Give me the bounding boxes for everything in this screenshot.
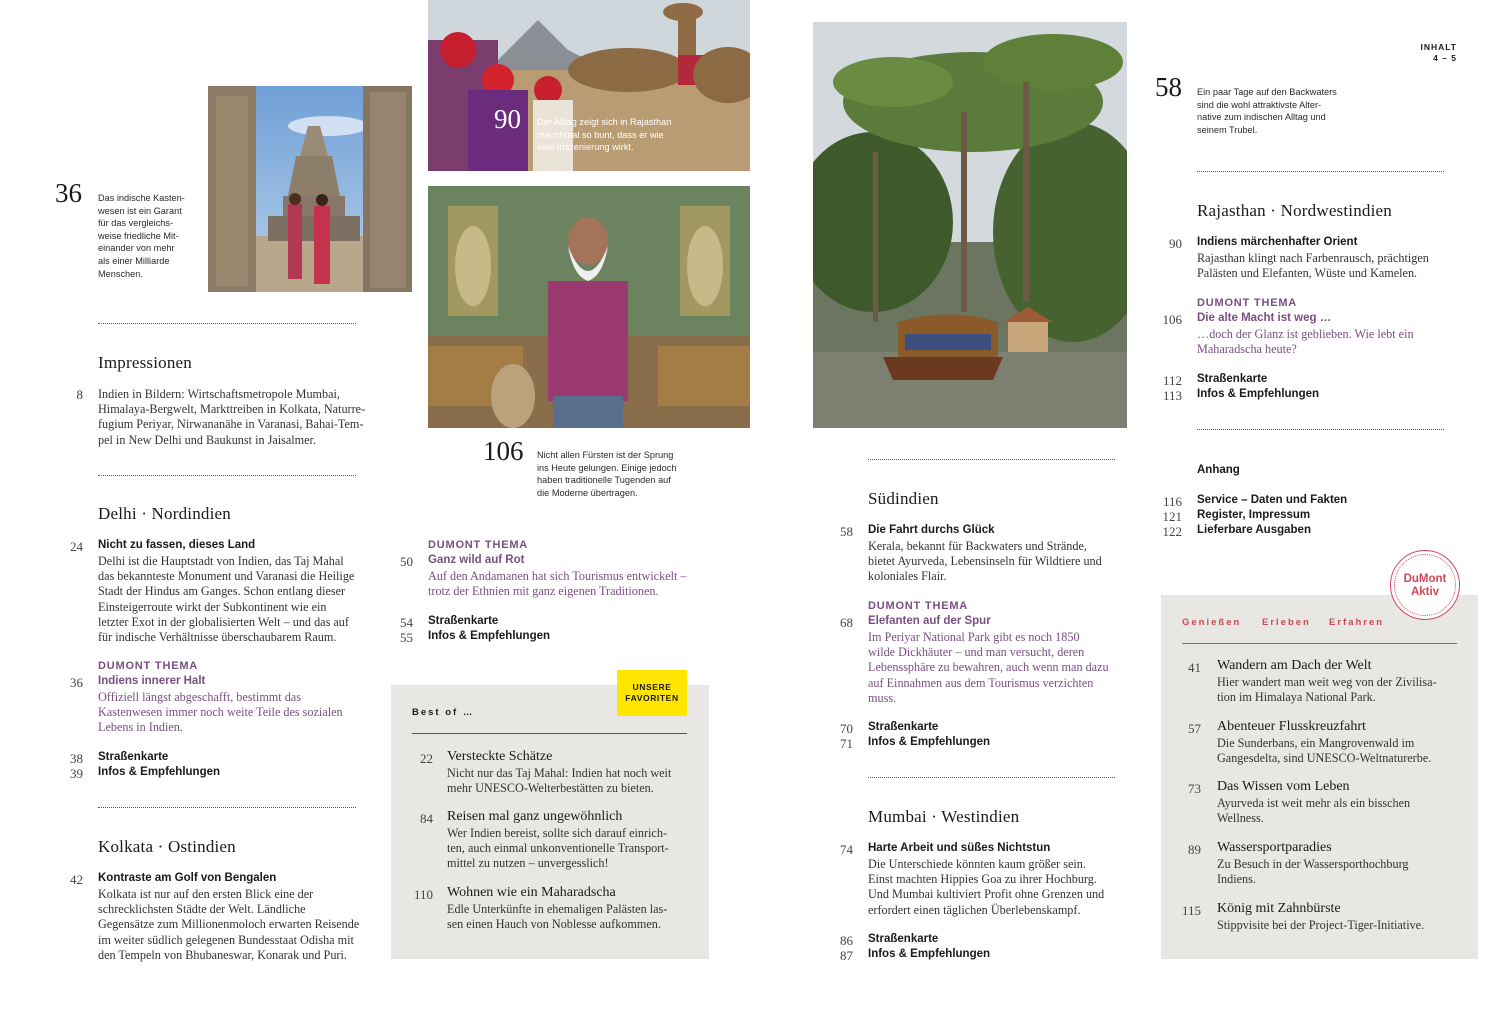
best-of-item-title[interactable]: Versteckte Schätze [447, 749, 553, 764]
anhang-item[interactable]: Register, Impressum [1197, 509, 1311, 521]
aktiv-item-title[interactable]: König mit Zahnbürste [1217, 901, 1341, 916]
camels-photo-caption: Der Alltag zeigt sich in Rajasthan manchmal so bunt, dass er wie eine Inszenierung wirkt. [537, 117, 672, 153]
page-number: 41 [1188, 660, 1201, 675]
page-number: 68 [840, 615, 853, 630]
aktiv-item-text: Hier wandert man weit weg von der Zivilisa- tion im Himalaya National Park. [1217, 675, 1437, 705]
divider [412, 733, 687, 734]
toc-entry-text: Die Unterschiede könnten kaum größer sein. Einst machten Hippies Goa zu ihrer Hochburg. Und Mumbai kultiviert Profit ohne Grenzen und erfordert einen täglichen Überlebenskampf. [868, 857, 1105, 917]
dumont-thema-label: DUMONT THEMA [1197, 297, 1298, 309]
aktiv-tab-erfahren: Erfahren [1329, 617, 1385, 628]
infos-link[interactable]: Infos & Empfehlungen [428, 630, 551, 642]
boat-illustration [813, 22, 1127, 428]
aktiv-item-text: Ayurveda ist weit mehr als ein bisschen Wellness. [1217, 796, 1411, 826]
page-number: 112 [1162, 373, 1182, 388]
page-number: 70 [840, 721, 853, 736]
best-of-heading: Best of … [412, 707, 475, 718]
boat-photo-caption: Ein paar Tage auf den Backwaters sind die wohl attraktivste Alter- native zum indischen Alltag und seinem Trubel. [1197, 87, 1337, 135]
toc-entry-title[interactable]: Kontraste am Golf von Bengalen [98, 872, 277, 884]
page-number: 38 [70, 751, 83, 766]
toc-entry-text: Auf den Andamanen hat sich Tourismus entwickelt – trotz der Ethnien mit ganz eigenen Traditionen. [428, 569, 687, 599]
page-number: 42 [70, 872, 83, 887]
strassenkarte-link[interactable]: Straßenkarte [1197, 373, 1268, 385]
page-number: 36 [70, 675, 83, 690]
divider [868, 777, 1115, 778]
strassenkarte-link[interactable]: Straßenkarte [428, 615, 499, 627]
aktiv-item-title[interactable]: Wandern am Dach der Welt [1217, 658, 1372, 673]
page-number: 113 [1162, 388, 1182, 403]
temple-photo-caption: Das indische Kasten- wesen ist ein Garant für das vergleichs- weise friedliche Mit- einander von mehr als einer Milliarde Menschen. [98, 193, 185, 279]
boat-photo [813, 22, 1127, 428]
strassenkarte-link[interactable]: Straßenkarte [868, 933, 939, 945]
section-title-delhi: Delhi · Nordindien [98, 504, 231, 523]
page-number: 115 [1181, 903, 1201, 918]
toc-entry-text: …doch der Glanz ist geblieben. Wie lebt ein Maharadscha heute? [1197, 327, 1414, 357]
divider [1182, 643, 1457, 644]
divider [1197, 171, 1444, 172]
toc-entry-title[interactable]: Indiens märchenhafter Orient [1197, 236, 1358, 248]
strassenkarte-link[interactable]: Straßenkarte [98, 751, 169, 763]
divider [98, 807, 356, 808]
page-number: 90 [1169, 236, 1182, 251]
toc-entry-title[interactable]: Die Fahrt durchs Glück [868, 524, 995, 536]
page-number: 86 [840, 933, 853, 948]
palace-photo-number: 106 [483, 436, 524, 466]
header-label: INHALT [1420, 42, 1457, 52]
temple-photo [208, 86, 412, 292]
divider [98, 475, 356, 476]
impressionen-text: Indien in Bildern: Wirtschaftsmetropole Mumbai, Himalaya-Bergwelt, Markttreiben in Kolkata, Naturre- fugium Periyar, Nirwananähe in Varanasi, Bahai-Tem- pel in New Delhi und Baukunst in Jaisalmer. [98, 387, 366, 447]
page-number: 106 [1162, 312, 1182, 327]
page-number: 110 [413, 887, 433, 902]
toc-entry-title[interactable]: Ganz wild auf Rot [428, 554, 525, 566]
best-of-item-text: Nicht nur das Taj Mahal: Indien hat noch weit mehr UNESCO-Welterbestätten zu bieten. [447, 766, 672, 796]
toc-entry-text: Kolkata ist nur auf den ersten Blick eine der schrecklichsten Städte der Welt. Ländliche Gegensätze zum Millionenmoloch erwarten Reisende im weiter südlich gelegenen Bundesstaat Odisha mit den Tempeln von Bhubaneswar, Konarak und Puri. [98, 887, 360, 962]
aktiv-item-title[interactable]: Wassersportparadies [1217, 840, 1332, 855]
page-header [1420, 42, 1457, 64]
best-of-item-title[interactable]: Wohnen wie ein Maharadscha [447, 885, 616, 900]
section-title-kolkata: Kolkata · Ostindien [98, 837, 236, 856]
section-title-anhang: Anhang [1197, 464, 1240, 476]
aktiv-item-title[interactable]: Das Wissen vom Leben [1217, 779, 1350, 794]
section-title-impressionen: Impressionen [98, 353, 192, 372]
best-of-item-title[interactable]: Reisen mal ganz ungewöhnlich [447, 809, 623, 824]
infos-link[interactable]: Infos & Empfehlungen [868, 736, 991, 748]
aktiv-item-text: Zu Besuch in der Wassersporthochburg Indiens. [1217, 857, 1409, 887]
page-number: 71 [840, 736, 853, 751]
best-of-item-text: Wer Indien bereist, sollte sich darauf einrich- ten, auch einmal unkonventionelle Transport- mittel zu nutzen – unvergesslich! [447, 826, 669, 871]
temple-illustration [208, 86, 412, 292]
best-of-item-text: Edle Unterkünfte in ehemaligen Palästen las- sen einen Hauch von Noblesse aufkommen. [447, 902, 668, 932]
toc-entry-text: Im Periyar National Park gibt es noch 1850 wilde Dickhäuter – und man versucht, deren Lebenssphäre zu bewahren, auch wenn man dazu auf Einnahmen aus dem Tourismus verzichten muss. [868, 630, 1109, 705]
dumont-thema-label: DUMONT THEMA [868, 600, 969, 612]
divider [98, 323, 356, 324]
dumont-thema-label: DUMONT THEMA [428, 539, 529, 551]
palace-photo-caption: Nicht allen Fürsten ist der Sprung ins Heute gelungen. Einige jedoch haben traditionelle Tugenden auf die Moderne übertragen. [537, 450, 677, 498]
page-number: 39 [70, 766, 83, 781]
toc-entry-text: Kerala, bekannt für Backwaters und Strände, bietet Ayurveda, Lebensinseln für Wildtiere und koloniales Flair. [868, 539, 1102, 584]
header-pages: 4 – 5 [1433, 53, 1457, 63]
page-number: 89 [1188, 842, 1201, 857]
anhang-item[interactable]: Lieferbare Ausgaben [1197, 524, 1311, 536]
section-title-rajasthan: Rajasthan · Nordwestindien [1197, 201, 1392, 220]
aktiv-item-title[interactable]: Abenteuer Flusskreuzfahrt [1217, 719, 1366, 734]
page-number: 54 [400, 615, 413, 630]
toc-entry-title[interactable]: Harte Arbeit und süßes Nichtstun [868, 842, 1051, 854]
page-number: 50 [400, 554, 413, 569]
page-number: 84 [420, 811, 433, 826]
dumont-aktiv-stamp: DuMont Aktiv [1390, 550, 1460, 620]
page-number: 116 [1162, 494, 1182, 509]
toc-entry-title[interactable]: Nicht zu fassen, dieses Land [98, 539, 256, 551]
toc-entry-text: Delhi ist die Hauptstadt von Indien, das Taj Mahal das bekannteste Monument und Varanasi die Heilige Stadt der Hindus am Ganges. Schon entlang dieser Einsteigerroute wirkt der Subkontinent wie ein letzter Exot in der globalisierten Welt – und das auf für indische Verhältnisse überschaubarem Raum. [98, 554, 355, 645]
boat-photo-number: 58 [1155, 72, 1182, 102]
strassenkarte-link[interactable]: Straßenkarte [868, 721, 939, 733]
page-number: 57 [1188, 721, 1201, 736]
page-number: 24 [70, 539, 83, 554]
page-number: 74 [840, 842, 853, 857]
section-title-sued: Südindien [868, 489, 939, 508]
aktiv-tab-geniessen: Genießen [1182, 617, 1242, 628]
section-title-mumbai: Mumbai · Westindien [868, 807, 1020, 826]
infos-link[interactable]: Infos & Empfehlungen [98, 766, 221, 778]
toc-entry-title[interactable]: Indiens innerer Halt [98, 675, 206, 687]
toc-entry-title[interactable]: Elefanten auf der Spur [868, 615, 991, 627]
page-number: 121 [1162, 509, 1182, 524]
temple-photo-number: 36 [55, 178, 82, 208]
divider [1197, 429, 1444, 430]
page-number: 87 [840, 948, 853, 963]
aktiv-item-text: Die Sunderbans, ein Mangrovenwald im Gangesdelta, sind UNESCO-Weltnaturerbe. [1217, 736, 1432, 766]
page-number: 22 [420, 751, 433, 766]
page-number: 55 [400, 630, 413, 645]
toc-entry-text: Offiziell längst abgeschafft, bestimmt das Kastenwesen immer noch weite Teile des sozialen Lebens in Indien. [98, 690, 343, 735]
palace-photo [428, 186, 750, 428]
dumont-thema-label: DUMONT THEMA [98, 660, 199, 672]
toc-entry-text: Rajasthan klingt nach Farbenrausch, prächtigen Palästen und Elefanten, Wüste und Kamelen. [1197, 251, 1429, 281]
infos-link[interactable]: Infos & Empfehlungen [1197, 388, 1320, 400]
divider [868, 459, 1115, 460]
infos-link[interactable]: Infos & Empfehlungen [868, 948, 991, 960]
page-number: 58 [840, 524, 853, 539]
favoriten-badge: UNSERE FAVORITEN [617, 670, 687, 716]
aktiv-tab-erleben: Erleben [1262, 617, 1311, 628]
toc-entry-title[interactable]: Die alte Macht ist weg … [1197, 312, 1332, 324]
page-number: 73 [1188, 781, 1201, 796]
page-number: 122 [1162, 524, 1182, 539]
palace-illustration [428, 186, 750, 428]
page-number: 8 [76, 387, 83, 402]
camels-photo-number: 90 [494, 104, 521, 134]
aktiv-item-text: Stippvisite bei der Project-Tiger-Initiative. [1217, 918, 1425, 932]
anhang-item[interactable]: Service – Daten und Fakten [1197, 494, 1348, 506]
